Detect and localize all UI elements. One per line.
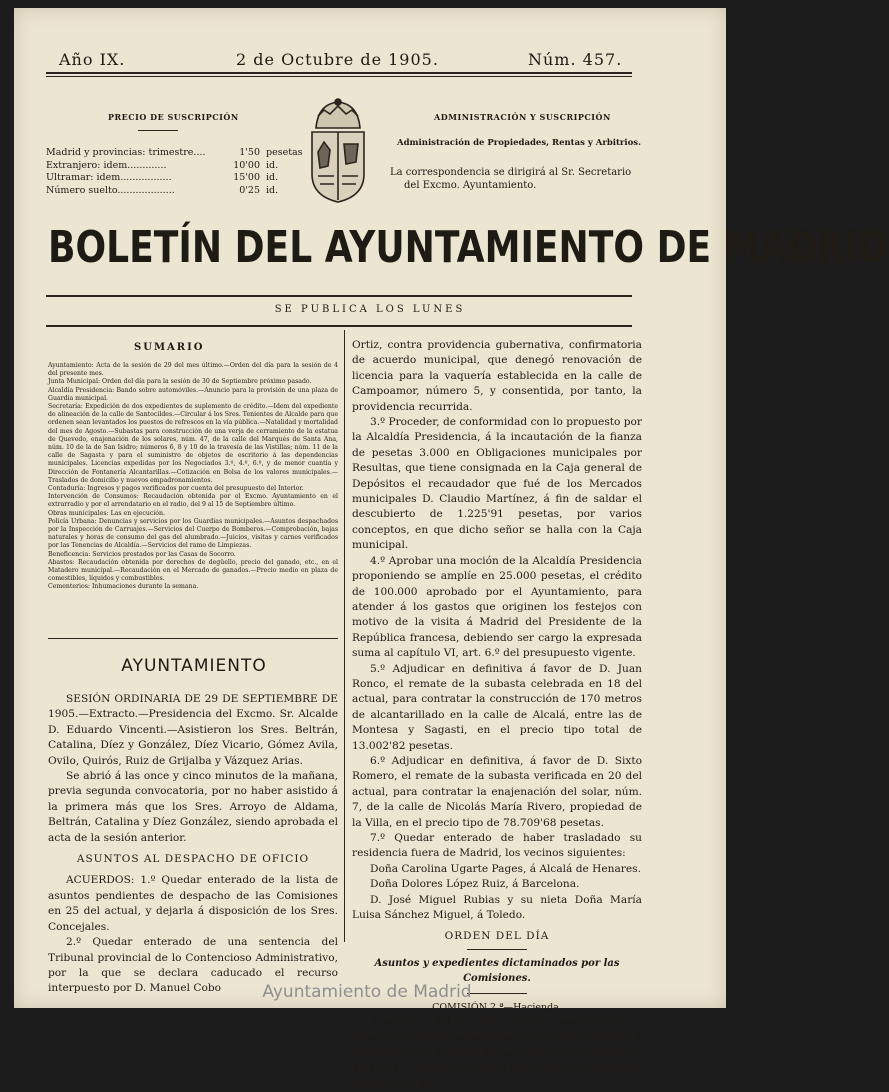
right-column — [352, 338, 642, 1092]
asuntos-oficio-heading: ASUNTOS AL DESPACHO DE OFICIO — [76, 853, 310, 866]
opening-paragraph: Se abrió á las once y cinco minutos de la mañana, previa segunda convocatoria, por no haber asistido á la primera más que los Sres. Arroyo de Aldama, Beltrán, Catalina y Díez González, siendo aprobada el acta de la sesión anterior. — [48, 770, 338, 844]
price-value: 10'00 — [233, 159, 260, 171]
admin-title: ADMINISTRACIÓN Y SUSCRIPCIÓN — [434, 112, 611, 122]
sumario-item: Contaduría: Ingresos y pagos verificados por cuenta del presupuesto del Interior. — [48, 485, 304, 493]
year-label: Año IX. — [59, 50, 126, 69]
number-label: Núm. 457. — [528, 50, 623, 69]
price-row — [46, 147, 316, 160]
tagline-rule — [46, 325, 632, 327]
price-value: 1'50 — [239, 147, 260, 158]
sumario-item: Junta Municipal: Orden del día para la sesión de 30 de Septiembre próximo pasado. — [48, 378, 312, 386]
admin-line2: del Excmo. Ayuntamiento. — [404, 180, 537, 191]
sumario-body — [48, 362, 338, 592]
sumario-item: Policía Urbana: Denuncias y servicios por los Guardias municipales.—Asuntos despachados por la Inspección de Carruajes.—Servicios del Cuerpo de Bomberos.—Comprobación, bajas naturales y horas de consumo del gas del alumbrado.—Juicios, visitas y carnes verificados por las Tenencias de Alcaldía.—Servicios del ramo de Limpiezas. — [48, 517, 338, 550]
sumario-item: Cementerios: Inhumaciones durante la semana. — [48, 583, 199, 591]
header-rule-thin — [46, 76, 632, 77]
watermark: Ayuntamiento de Madrid — [262, 982, 472, 1002]
vecino-1: Doña Carolina Ugarte Pages, á Alcalá de Henares. — [370, 862, 641, 875]
date-label: 2 de Octubre de 1905. — [236, 50, 439, 69]
orden-del-dia-heading: ORDEN DEL DÍA — [444, 930, 550, 943]
price-row — [46, 160, 316, 173]
price-row — [46, 172, 316, 185]
sumario-item: Obras municipales: Las en ejecución. — [48, 509, 165, 517]
sumario-rule — [48, 638, 338, 639]
sumario-item: Secretaría: Expedición de dos expedientes de suplemento de crédito.—Idem del expediente de alineación de la calle de Santocildes.—Circular á los Sres. Tenientes de Alcalde para que ordenen sean levantados los puestos de refrescos en la vía pública.—Natalidad y mortalidad del mes de Agosto.—Subastas para construcción de una verja de cerramiento de la estatua de Quevedo, enajenación de los solares, núm. 47, de la calle del Marqués de Santa Ana, núm. 10 de la de San Isidro; números 6, 8 y 10 de la travesía de las Vistillas; núm. 11 de la calle de Sagasta y para el suministro de objetos de escritorio á las dependencias municipales. Licencias expedidas por los Negociados 3.º, 4.º, 6.º, y de menor cuantía y Dirección de Fontanería Alcantarillas.—Cotización en Bolsa de los valores municipales.—Traslados de domicilio y nuevos empadronamientos. — [48, 403, 338, 484]
madrid-coat-of-arms-icon — [306, 96, 370, 208]
sumario-item: Ayuntamiento: Acta de la sesión de 29 del mes último.—Orden del día para la sesión de 4 del presente mes. — [48, 362, 338, 378]
session-paragraph: SESIÓN ORDINARIA DE 29 DE SEPTIEMBRE DE 1905.—Extracto.—Presidencia del Excmo. Sr. Alcalde D. Eduardo Vincenti.—Asistieron los Sres. Beltrán, Catalina, Díez y González, Díez Vicario, Gómez Avila, Ovilo, Quirós, Ruiz de Grijalba y Vázquez Arias. — [48, 693, 338, 767]
price-value: 0'25 — [239, 184, 260, 196]
price-unit: pesetas — [266, 147, 303, 158]
acuerdo-1: ACUERDOS: 1.º Quedar enterado de la lista de asuntos pendientes de despacho de las Comisiones en 25 del actual, y dejarla á disposición de los Sres. Concejales. — [48, 874, 338, 933]
prices-table — [46, 147, 316, 197]
masthead-rule — [46, 295, 632, 297]
price-unit: id. — [266, 159, 279, 171]
price-label: Madrid y provincias: trimestre.... — [46, 147, 206, 158]
header-rule — [46, 72, 632, 74]
price-unit: id. — [266, 172, 279, 183]
price-value: 15'00 — [233, 172, 260, 183]
sumario-item: Alcaldía Presidencia: Bando sobre automóviles.—Anuncio para la provisión de una plaza de Guardia municipal. — [48, 386, 338, 402]
price-label: Número suelto................... — [46, 184, 175, 196]
price-label: Ultramar: idem................. — [46, 172, 172, 183]
ayuntamiento-heading: AYUNTAMIENTO — [121, 656, 267, 676]
comision-heading: COMISIÓN 2.ª—Hacienda. — [432, 1001, 562, 1013]
sumario-heading: SUMARIO — [134, 342, 205, 353]
sumario-item: Intervención de Consumos: Recaudación obtenida por el Excmo. Ayuntamiento en el extrarradio y por el arrendatario en el radio, del 9 al 15 de Septiembre último. — [48, 493, 338, 509]
prices-title: PRECIO DE SUSCRIPCIÓN — [108, 112, 239, 122]
acuerdo-4: 4.º Aprobar una moción de la Alcaldía Presidencia proponiendo se amplíe en 25.000 pesetas, el crédito de 100.000 aprobado por el Ayuntamiento, para atender á los gastos que originen los festejos con motivo de la visita á Madrid del Presidente de la República francesa, debiendo ser cargo la expresada suma al capítulo VI, art. 6.º del presupuesto vigente. — [352, 554, 642, 660]
orden-divider — [467, 949, 527, 950]
asuntos-comisiones: Asuntos y expedientes dictaminados por las Comisiones. — [374, 957, 620, 985]
price-label: Extranjero: idem............. — [46, 159, 167, 171]
sumario-item: Beneficencia: Servicios prestados por las Casas de Socorro. — [48, 550, 236, 558]
tagline: SE PUBLICA LOS LUNES — [274, 304, 466, 315]
price-unit: id. — [266, 184, 279, 196]
peticion-paragraph: A petición del Sr. Díez Vicario, quedó sobre la mesa un informe proponiendo el reconocimiento é inclusión en el próximo presupuesto de un crédito de 43.138'47 pesetas por resto del gasto de alumbrado público en 1904. — [352, 1016, 642, 1090]
ayuntamiento-body — [48, 692, 338, 997]
continuation-paragraph: Ortiz, contra providencia gubernativa, confirmatoria de acuerdo municipal, que denegó renovación de licencia para la vaquería establecida en la calle de Campoamor, número 5, y consentida, por tanto, la providencia recurrida. — [352, 339, 642, 413]
sumario-item: Abastos: Recaudación obtenida por derechos de degüello, precio del ganado, etc., en el Matadero municipal.—Recaudación en el Mercado de ganados.—Precio medio en plaza de comestibles, líquidos y combustibles. — [48, 558, 338, 583]
vecino-3: D. José Miguel Rubias y su nieta Doña María Luisa Sánchez Miguel, á Toledo. — [352, 893, 642, 922]
admin-line1: La correspondencia se dirigirá al Sr. Secretario — [390, 167, 632, 178]
price-row — [46, 185, 316, 198]
acuerdo-6: 6.º Adjudicar en definitiva, á favor de D. Sixto Romero, el remate de la subasta verificada en 20 del actual, para contratar la enajenación del solar, núm. 7, de la calle de Nicolás María Rivero, propiedad de la Villa, en el precio tipo de 78.709'68 pesetas. — [352, 754, 642, 829]
masthead-title: BOLETÍN DEL AYUNTAMIENTO DE MADRID — [48, 222, 889, 273]
acuerdo-5: 5.º Adjudicar en definitiva á favor de D. Juan Ronco, el remate de la subasta celebrada en 18 del actual, para contratar la construcción de 170 metros de alcantarillado en la calle de Alcalá, entre las de Montesa y Sagasti, en el precio tipo total de 13.002'82 pesetas. — [352, 662, 642, 752]
acuerdo-3: 3.º Proceder, de conformidad con lo propuesto por la Alcaldía Presidencia, á la incautación de la fianza de pesetas 3.000 en Obligaciones municipales por Resultas, que tiene consignada en la Caja general de Depósitos el recaudador que fué de los Mercados municipales D. Claudio Martínez, á fin de saldar el descubierto de 1.225'91 pesetas, por varios conceptos, en que dicho señor se halla con la Caja municipal. — [352, 416, 642, 552]
acuerdo-7: 7.º Quedar enterado de haber trasladado su residencia fuera de Madrid, los vecinos siguientes: — [352, 832, 642, 860]
acuerdo-2: 2.º Quedar enterado de una sentencia del Tribunal provincial de lo Contencioso Administrativo, por la que se declara caducado el recurso interpuesto por D. Manuel Cobo — [48, 936, 338, 995]
newspaper-page — [14, 8, 889, 1090]
prices-divider — [138, 130, 178, 131]
admin-subtitle: Administración de Propiedades, Rentas y Arbitrios. — [397, 138, 642, 148]
vecino-2: Doña Dolores López Ruiz, á Barcelona. — [370, 878, 580, 891]
column-divider — [344, 330, 345, 942]
